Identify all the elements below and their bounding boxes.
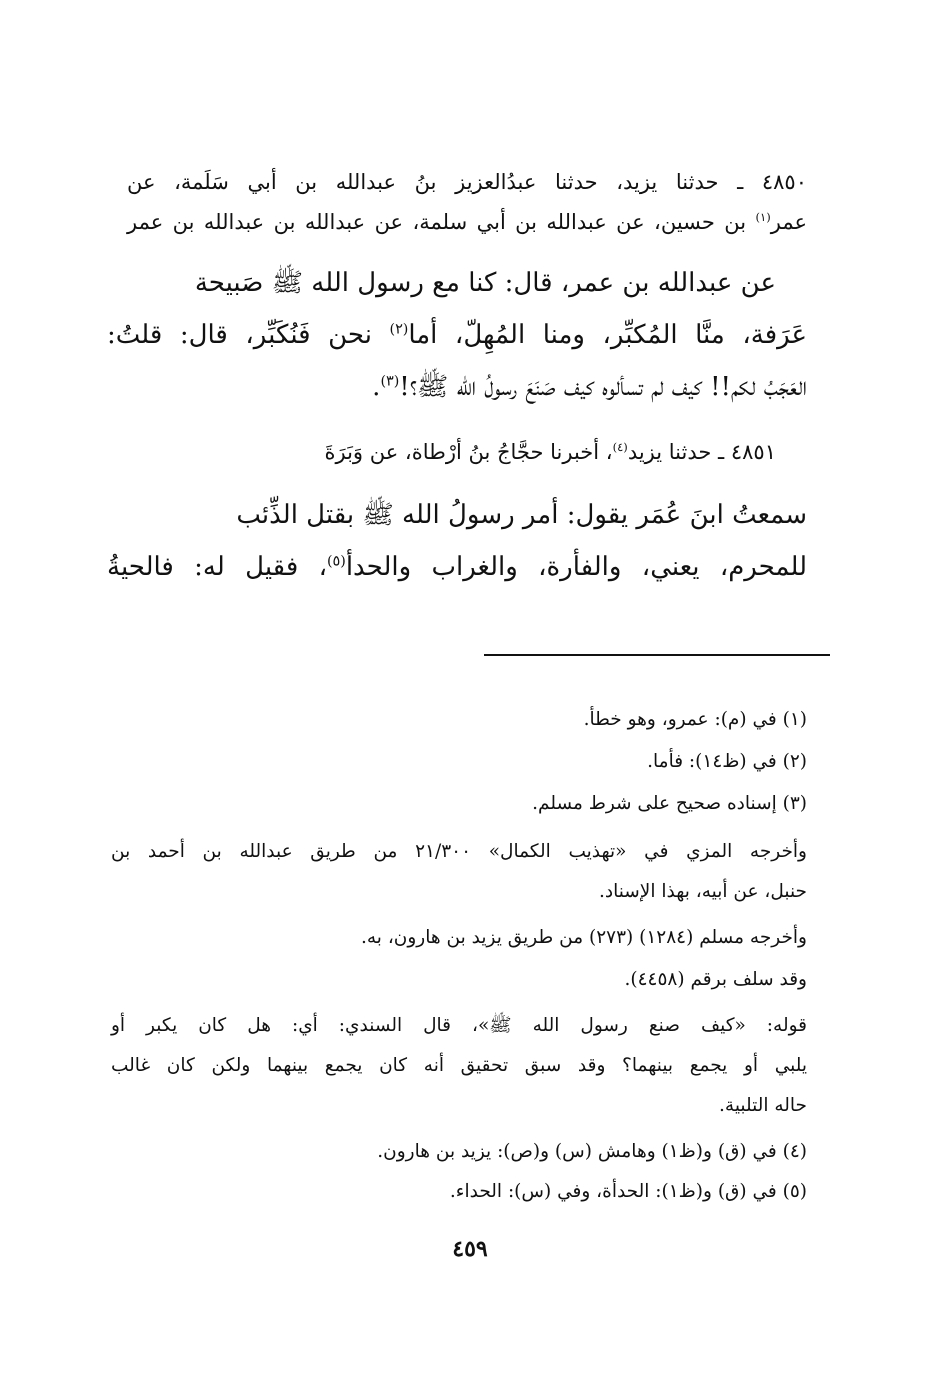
hadith-4850-matn-line1: عن عبدالله بن عمر، قال: كنا مع رسول الله ﷺ صَبيحة: [194, 268, 776, 298]
footnote-3: (٣) إسناده صحيح على شرط مسلم.: [532, 793, 807, 814]
footnote-3-sindi-line3: حاله التلبية.: [719, 1095, 807, 1116]
footnote-ref: (٥): [326, 553, 346, 570]
page-number: ٤٥٩: [452, 1236, 488, 1262]
isnad-text: بن حسين، عن عبدالله بن أبي سلمة، عن عبدالله بن عبدالله بن عمر: [127, 210, 756, 234]
footnote-ref: (١): [755, 210, 771, 224]
footnote-divider: [484, 654, 830, 656]
footnote-3-sindi-line2: يلبي أو يجمع بينهما؟ وقد سبق تحقيق أنه كان يجمع بينهما ولكن كان غالب: [111, 1055, 807, 1076]
isnad-text: عمر: [770, 210, 807, 234]
matn-text: نحن فَنُكَبِّر، قال: قلتُ:: [107, 320, 390, 350]
footnote-2: (٢) في (ظ١٤): فأما.: [647, 751, 807, 772]
footnote-4: (٤) في (ق) و(ظ١) وهامش (س) و(ص): يزيد بن هارون.: [377, 1141, 807, 1162]
footnote-5: (٥) في (ق) و(ظ١): الحدأة، وفي (س): الحداء.: [449, 1181, 807, 1202]
hadith-4851-matn-line1: سمعتُ ابنَ عُمَر يقول: أمر رسولُ الله ﷺ بقتل الذِّئب: [236, 500, 807, 530]
footnote-3-salaf: وقد سلف برقم (٤٤٥٨).: [624, 969, 807, 990]
hadith-4851-matn-line2: [107, 542, 807, 592]
footnote-ref: (٢): [389, 321, 409, 338]
matn-text: .: [372, 372, 381, 402]
footnote-ref: (٣): [380, 373, 400, 390]
matn-text: عَرَفة، منَّا المُكبِّر، ومنا المُهِلّ، أما: [408, 320, 807, 350]
hadith-4850-matn-line2: [107, 310, 807, 360]
hadith-4850-matn-line3: [372, 362, 807, 412]
footnote-3-sindi-line1: قوله: «كيف صنع رسول الله ﷺ»، قال السندي: أي: هل كان يكبر أو: [111, 1015, 807, 1036]
matn-text: ، فقيل له: فالحيةُ: [107, 552, 327, 582]
hadith-4850-isnad-line2: [127, 202, 807, 242]
hadith-4850-isnad-line1: ٤٨٥٠ ـ حدثنا يزيد، حدثنا عبدُالعزيز بنُ عبدالله بن أبي سَلَمة، عن: [127, 170, 807, 194]
matn-text: للمحرم، يعني، والفأرة، والغراب والحدأ: [345, 552, 807, 582]
footnote-3-takhrij-muslim: وأخرجه مسلم (١٢٨٤) (٢٧٣) من طريق يزيد بن هارون، به.: [360, 927, 807, 948]
isnad-text: ، أخبرنا حجَّاجُ بنُ أرْطاة، عن وَبَرَةَ: [324, 440, 613, 464]
footnote-3-takhrij-line1: وأخرجه المزي في «تهذيب الكمال» ٢١/٣٠٠ من طريق عبدالله بن أحمد بن: [111, 841, 807, 862]
hadith-4851-isnad-line1: [324, 432, 776, 472]
isnad-text: ٤٨٥١ ـ حدثنا يزيد: [627, 440, 776, 464]
footnote-3-takhrij-line2: حنبل، عن أبيه، بهذا الإسناد.: [598, 881, 807, 902]
footnote-1: (١) في (م): عمرو، وهو خطأ.: [583, 709, 807, 730]
footnote-ref: (٤): [612, 440, 628, 454]
matn-text: العَجَبُ لكم!! كيف لم تسألوه كيف صَنَعَ رسولُ الله ﷺ؟!: [399, 372, 807, 402]
